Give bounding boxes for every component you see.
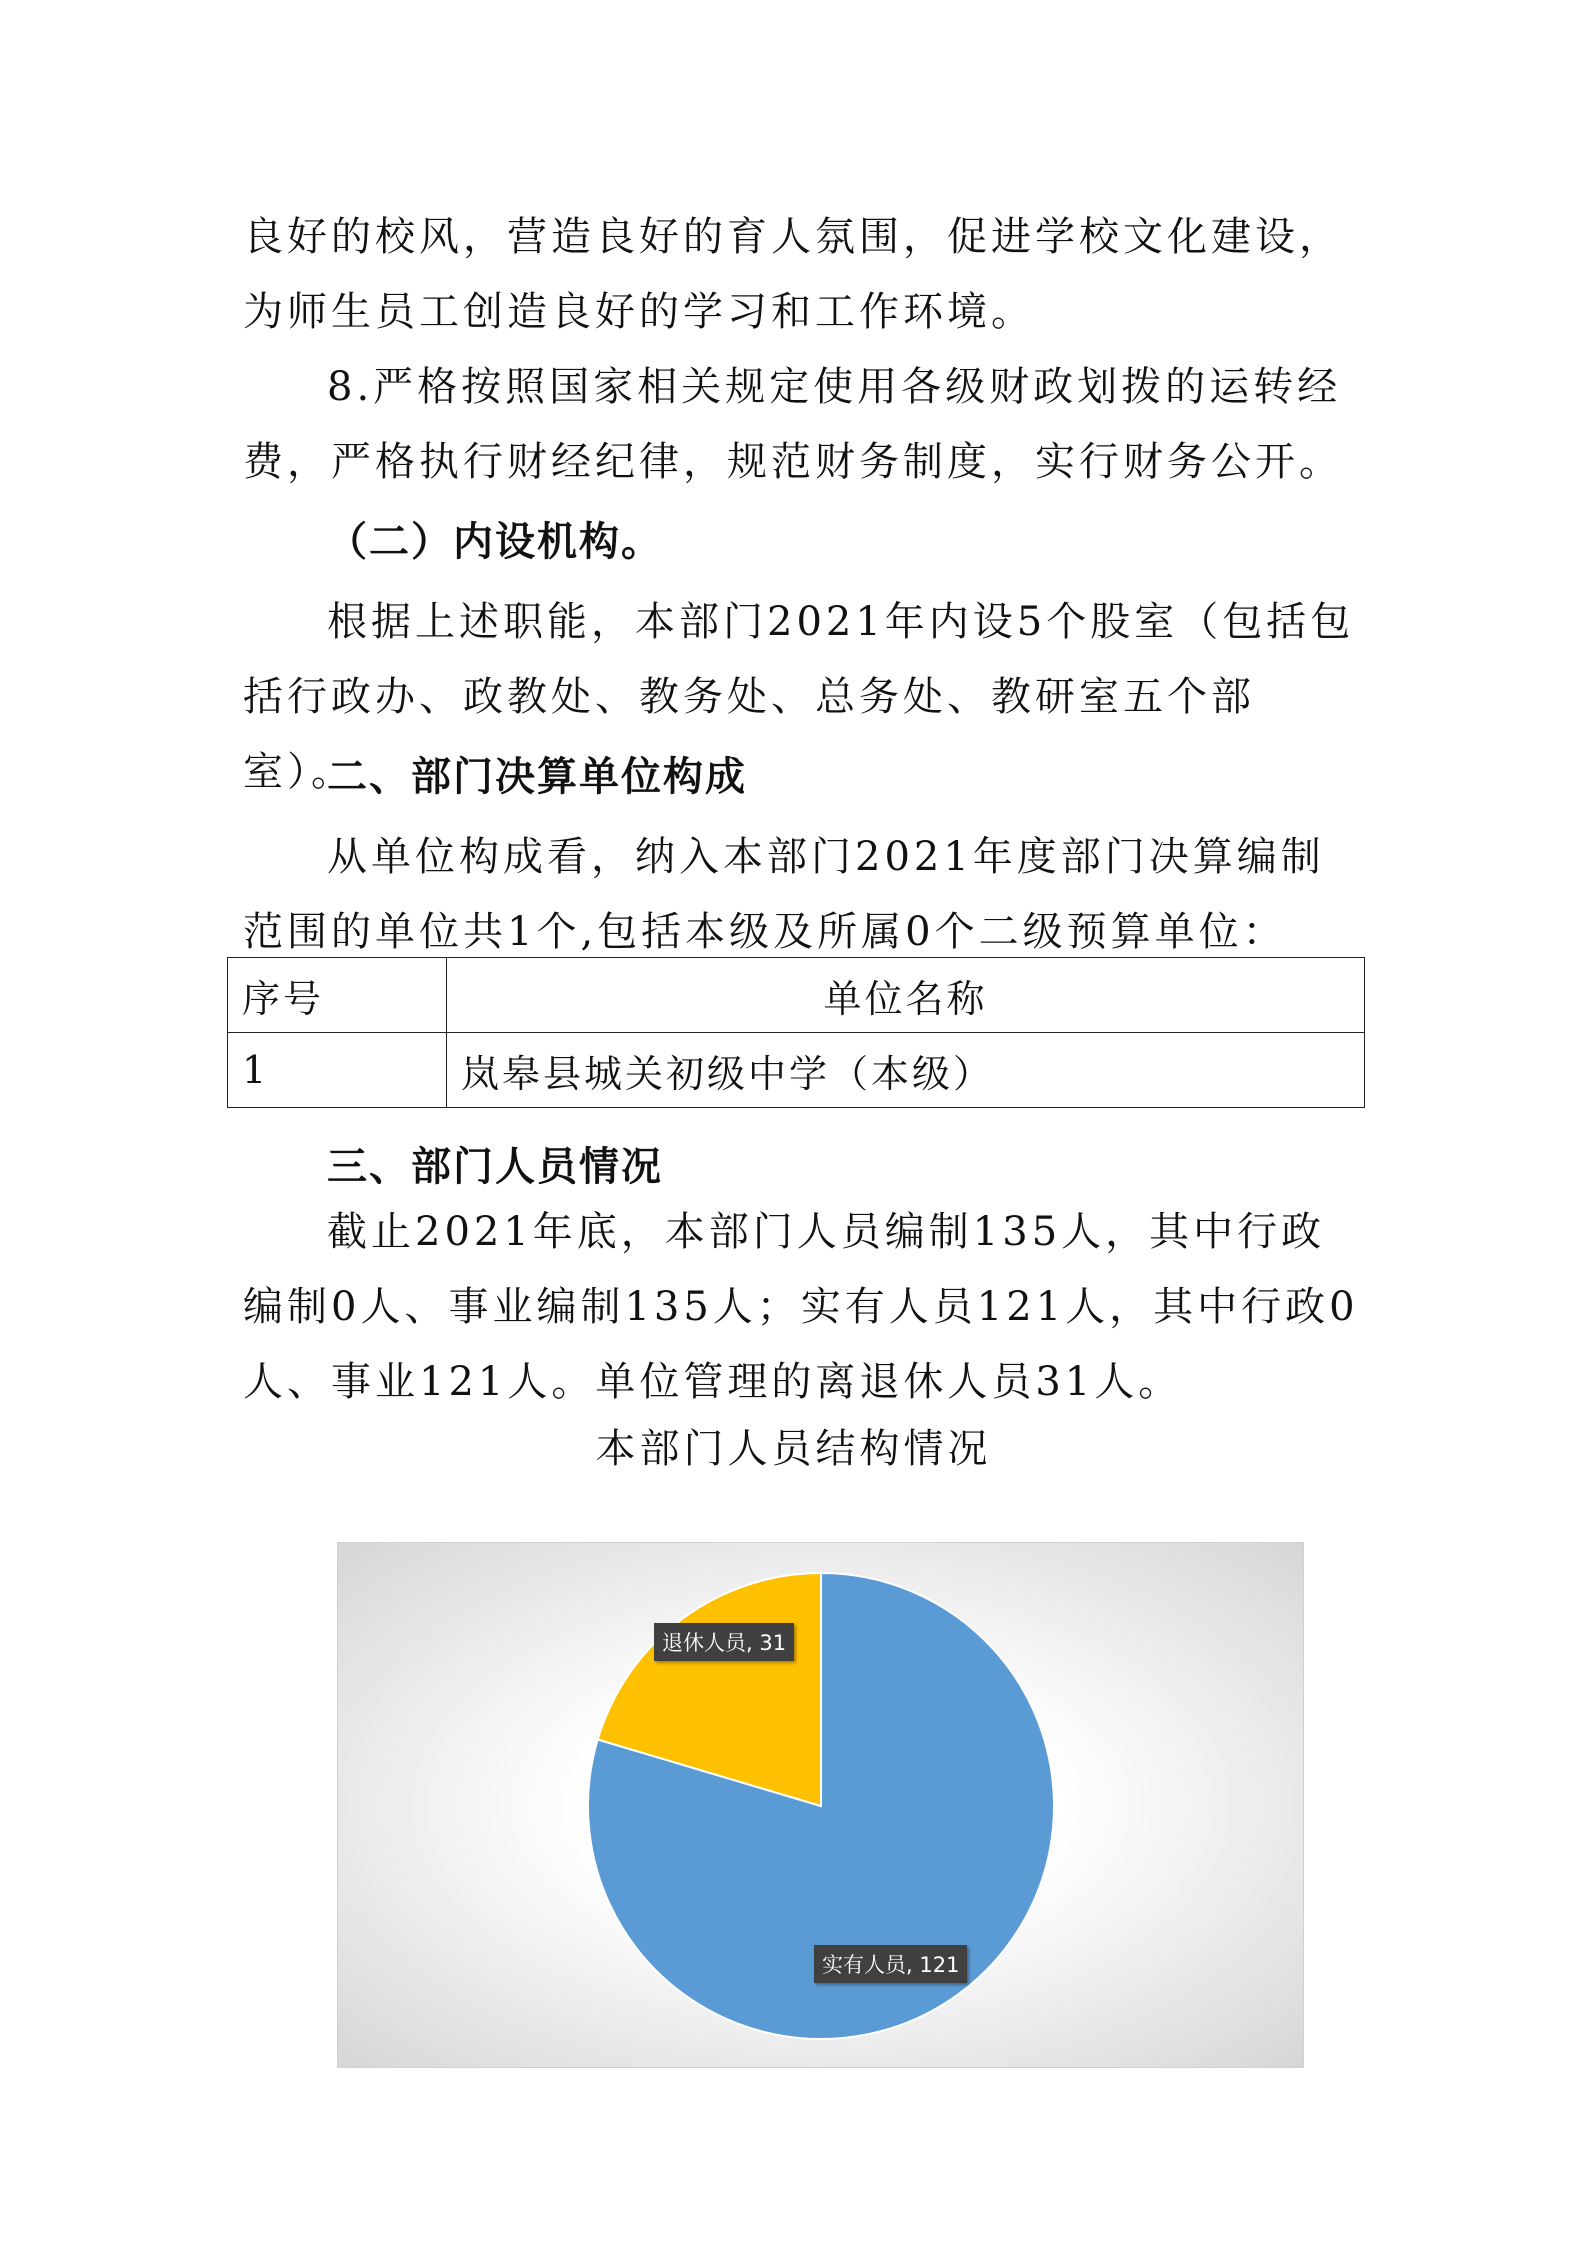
heading-internal-structure: （二）内设机构。 xyxy=(327,519,663,565)
table-header-index: 序号 xyxy=(228,958,447,1033)
table-header-row xyxy=(228,958,1365,1033)
paragraph-finance-rules: 8.严格按照国家相关规定使用各级财政划拨的运转经费，严格执行财经纪律，规范财务制度，实行财务公开。 xyxy=(243,364,1343,485)
table-row xyxy=(228,1033,1365,1108)
data-label-retired-staff: 退休人员, 31 xyxy=(654,1623,794,1661)
pie-chart xyxy=(337,1542,1304,2068)
paragraph-internal-structure: 根据上述职能，本部门2021年内设5个股室（包括包括行政办、政教处、教务处、总务处、教研室五个部室）。 xyxy=(243,599,1355,795)
heading-unit-composition: 二、部门决算单位构成 xyxy=(327,754,747,800)
table-header-unit-name: 单位名称 xyxy=(447,958,1365,1033)
pie-chart-svg xyxy=(338,1543,1305,2069)
chart-title: 本部门人员结构情况 xyxy=(595,1426,992,1472)
unit-table xyxy=(227,957,1365,1108)
heading-staff-situation: 三、部门人员情况 xyxy=(327,1144,663,1190)
table-cell-index: 1 xyxy=(228,1033,447,1108)
table-cell-unit-name: 岚皋县城关初级中学（本级） xyxy=(447,1033,1365,1108)
data-label-actual-staff: 实有人员, 121 xyxy=(814,1945,967,1983)
paragraph-school-culture: 良好的校风，营造良好的育人氛围，促进学校文化建设，为师生员工创造良好的学习和工作环境。 xyxy=(243,214,1343,335)
paragraph-staff-situation: 截止2021年底，本部门人员编制135人，其中行政编制0人、事业编制135人；实有人员121人，其中行政0人、事业121人。单位管理的离退休人员31人。 xyxy=(243,1209,1359,1405)
paragraph-unit-composition: 从单位构成看，纳入本部门2021年度部门决算编制范围的单位共1个,包括本级及所属0个二级预算单位： xyxy=(243,834,1325,955)
